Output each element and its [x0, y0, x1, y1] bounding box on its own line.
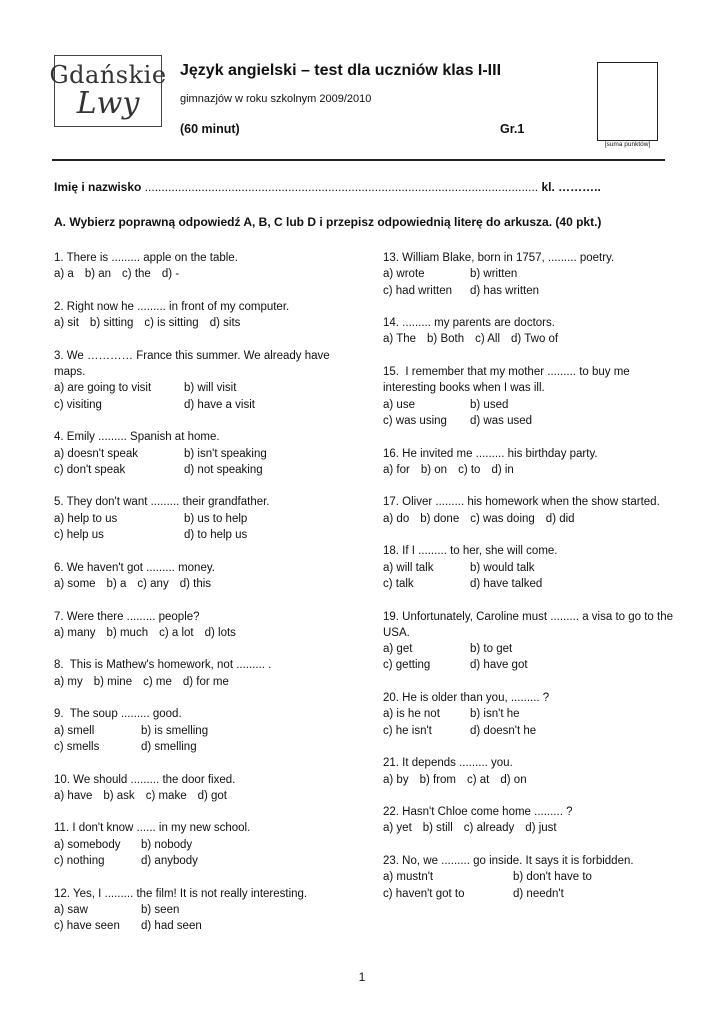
- header-divider: [52, 159, 665, 161]
- page-title: Język angielski – test dla uczniów klas I-III: [180, 62, 502, 79]
- question-stem: 13. William Blake, born in 1757, ......... poetry.: [383, 252, 615, 264]
- question-item: [54, 560, 354, 593]
- answer-option[interactable]: b) Both: [427, 333, 465, 346]
- logo-line2: Lwy: [76, 86, 140, 121]
- answer-option[interactable]: a) wrote: [383, 268, 425, 281]
- answer-options: [383, 706, 683, 722]
- answer-option[interactable]: b) an: [84, 268, 112, 281]
- question-stem: 5. They don't want ......... their grandfather.: [54, 496, 270, 509]
- question-stem: 16. He invited me ......... his birthday party.: [383, 447, 598, 460]
- answer-option[interactable]: b) done: [420, 512, 460, 525]
- answer-option[interactable]: b) don't have to: [513, 871, 592, 884]
- answer-option[interactable]: c) have seen: [54, 920, 120, 933]
- question-item: [54, 348, 354, 413]
- answer-option[interactable]: d) not speaking: [184, 463, 263, 476]
- answer-option[interactable]: c) don't speak: [54, 463, 126, 476]
- answer-options: [383, 641, 683, 657]
- answer-option[interactable]: c) visiting: [54, 398, 102, 411]
- answer-options: [54, 674, 354, 690]
- answer-options: [54, 902, 354, 918]
- question-stem: 2. Right now he ......... in front of my computer.: [54, 300, 290, 313]
- answer-option[interactable]: a) some: [54, 577, 96, 590]
- answer-option[interactable]: a) will talk: [383, 561, 434, 574]
- answer-option[interactable]: c) make: [145, 789, 187, 802]
- answer-option[interactable]: c) to: [458, 463, 481, 476]
- answer-option[interactable]: c) was doing: [470, 512, 535, 525]
- questions-left-column: [54, 250, 354, 951]
- question-item: [54, 494, 354, 543]
- answer-option[interactable]: c) me: [143, 675, 172, 688]
- answer-options: [383, 772, 683, 788]
- answer-option[interactable]: b) still: [422, 822, 453, 835]
- answer-option[interactable]: d) for me: [182, 675, 229, 688]
- question-stem: 10. We should ......... the door fixed.: [54, 773, 236, 786]
- answer-options: [54, 462, 354, 478]
- question-stem: 23. No, we ......... go inside. It says it is forbidden.: [383, 854, 634, 867]
- answer-options: [54, 315, 354, 331]
- answer-options: [383, 560, 683, 576]
- answer-option[interactable]: b) isn't he: [470, 708, 520, 721]
- question-item: [383, 250, 683, 299]
- answer-options: [54, 723, 354, 739]
- question-stem: 1. There is ......... apple on the table.: [54, 252, 238, 264]
- answer-options: [383, 331, 683, 347]
- answer-option[interactable]: b) will visit: [184, 382, 237, 395]
- answer-option[interactable]: a) for: [383, 463, 410, 476]
- answer-options: [383, 283, 683, 299]
- answer-option[interactable]: a) are going to visit: [54, 382, 152, 395]
- score-box[interactable]: [597, 62, 658, 141]
- answer-option[interactable]: c) All: [475, 333, 501, 346]
- answer-option[interactable]: d) got: [197, 789, 228, 802]
- question-item: [383, 853, 683, 902]
- answer-option[interactable]: a) doesn't speak: [54, 447, 139, 460]
- answer-option[interactable]: d) was used: [470, 414, 533, 427]
- answer-options: [383, 723, 683, 739]
- page-number: 1: [358, 970, 366, 984]
- answer-option[interactable]: b) is smelling: [141, 724, 209, 737]
- answer-option[interactable]: d) sits: [209, 317, 241, 330]
- answer-option[interactable]: d) had seen: [141, 920, 202, 933]
- answer-options: [383, 511, 683, 527]
- answer-option[interactable]: c) smells: [54, 740, 100, 753]
- answer-option[interactable]: c) a lot: [159, 626, 194, 639]
- answer-options: [54, 266, 354, 282]
- answer-option[interactable]: b) us to help: [184, 512, 248, 525]
- answer-option[interactable]: d) this: [179, 577, 212, 590]
- question-item: [383, 364, 683, 429]
- answer-option[interactable]: b) mine: [93, 675, 133, 688]
- answer-options: [54, 853, 354, 869]
- question-item: [54, 706, 354, 755]
- question-item: [54, 609, 354, 642]
- answer-options: [54, 397, 354, 413]
- question-item: [54, 299, 354, 332]
- answer-option[interactable]: d) have talked: [470, 577, 543, 590]
- score-caption: [suma punktów]: [604, 141, 651, 148]
- answer-option[interactable]: c) talk: [383, 577, 414, 590]
- question-item: [383, 543, 683, 592]
- answer-option[interactable]: c) already: [463, 822, 515, 835]
- answer-option[interactable]: d) did: [545, 512, 575, 525]
- answer-options: [383, 266, 683, 282]
- answer-option[interactable]: a) many: [54, 626, 96, 639]
- answer-option[interactable]: d) to help us: [184, 529, 248, 542]
- logo-line1: Gdańskie: [49, 61, 167, 89]
- answer-option[interactable]: a) have: [54, 789, 93, 802]
- answer-option[interactable]: c) is sitting: [144, 317, 199, 330]
- question-stem: 3. We ………… France this summer. We already have maps.: [54, 349, 333, 379]
- answer-options: [54, 625, 354, 641]
- answer-options: [383, 869, 683, 885]
- answer-option[interactable]: d) -: [161, 268, 180, 281]
- answer-option[interactable]: c) any: [137, 577, 169, 590]
- question-item: [54, 250, 354, 283]
- question-stem: 12. Yes, I ......... the film! It is not really interesting.: [54, 887, 308, 900]
- question-item: [383, 315, 683, 348]
- answer-option[interactable]: b) used: [470, 398, 509, 411]
- question-item: [54, 429, 354, 478]
- class-label: kl. ………..: [538, 180, 601, 194]
- answer-option[interactable]: a) yet: [383, 822, 412, 835]
- name-field[interactable]: [54, 180, 601, 194]
- answer-option[interactable]: b) a: [106, 577, 127, 590]
- question-item: [54, 657, 354, 690]
- question-stem: 6. We haven't got ......... money.: [54, 561, 215, 574]
- answer-options: [54, 446, 354, 462]
- answer-option[interactable]: d) Two of: [511, 333, 559, 346]
- answer-option[interactable]: a) a: [54, 268, 74, 281]
- question-stem: 9. The soup ......... good.: [54, 708, 182, 721]
- section-a-heading: A. Wybierz poprawną odpowiedź A, B, C lub D i przepisz odpowiednią literę do arkusza. (40 pkt.): [54, 215, 602, 229]
- answer-options: [54, 576, 354, 592]
- answer-option[interactable]: c) had written: [383, 284, 453, 297]
- answer-option[interactable]: d) doesn't he: [470, 724, 537, 737]
- answer-option[interactable]: a) mustn't: [383, 871, 434, 884]
- answer-option[interactable]: c) help us: [54, 529, 104, 542]
- question-stem: 14. ......... my parents are doctors.: [383, 317, 555, 330]
- question-stem: 18. If I ......... to her, she will come.: [383, 545, 558, 558]
- answer-option[interactable]: a) do: [383, 512, 410, 525]
- question-stem: 15. I remember that my mother ......... to buy me interesting books when I was ill.: [383, 366, 633, 395]
- answer-option[interactable]: a) saw: [54, 903, 88, 916]
- answer-option[interactable]: a) somebody: [54, 838, 121, 851]
- answer-option[interactable]: b) would talk: [470, 561, 535, 574]
- questions-right-column: [383, 250, 683, 918]
- question-item: [383, 690, 683, 739]
- question-stem: 21. It depends ......... you.: [383, 757, 513, 770]
- answer-option[interactable]: d) lots: [204, 626, 236, 639]
- answer-option[interactable]: b) sitting: [89, 317, 134, 330]
- answer-option[interactable]: c) the: [122, 268, 151, 281]
- question-stem: 22. Hasn't Chloe come home ......... ?: [383, 806, 573, 819]
- answer-option[interactable]: a) by: [383, 773, 409, 786]
- answer-options: [383, 820, 683, 836]
- answer-options: [383, 397, 683, 413]
- answer-options: [54, 837, 354, 853]
- question-stem: 4. Emily ......... Spanish at home.: [54, 431, 220, 444]
- question-stem: 19. Unfortunately, Caroline must ......... a visa to go to the USA.: [383, 610, 677, 639]
- answer-option[interactable]: a) get: [383, 643, 413, 656]
- question-item: [54, 772, 354, 805]
- question-stem: 20. He is older than you, ......... ?: [383, 692, 550, 705]
- page-subtitle: gimnazjów w roku szkolnym 2009/2010: [180, 93, 372, 105]
- name-dots: ......................................................................................................................: [141, 180, 539, 194]
- answer-option[interactable]: c) at: [467, 773, 490, 786]
- answer-option[interactable]: b) to get: [470, 643, 513, 656]
- logo: [49, 55, 167, 127]
- name-label: Imię i nazwisko: [54, 180, 142, 194]
- answer-option[interactable]: d) has written: [470, 284, 540, 297]
- answer-option[interactable]: a) smell: [54, 724, 95, 737]
- question-stem: 17. Oliver ......... his homework when the show started.: [383, 496, 660, 509]
- answer-option[interactable]: a) The: [383, 333, 417, 346]
- answer-option[interactable]: c) nothing: [54, 854, 105, 867]
- answer-option[interactable]: c) was using: [383, 414, 447, 427]
- question-stem: 8. This is Mathew's homework, not ......... .: [54, 659, 272, 672]
- answer-option[interactable]: d) have got: [470, 659, 528, 672]
- answer-option[interactable]: c) haven't got to: [383, 887, 465, 900]
- answer-option[interactable]: d) smelling: [141, 740, 197, 753]
- answer-options: [54, 788, 354, 804]
- answer-options: [54, 739, 354, 755]
- question-item: [383, 446, 683, 479]
- question-item: [383, 804, 683, 837]
- answer-options: [383, 576, 683, 592]
- answer-options: [54, 511, 354, 527]
- answer-options: [54, 527, 354, 543]
- test-group: Gr.1: [500, 122, 525, 136]
- answer-option[interactable]: c) getting: [383, 659, 431, 672]
- question-item: [383, 609, 683, 674]
- answer-option[interactable]: a) my: [54, 675, 83, 688]
- answer-option[interactable]: d) needn't: [513, 887, 564, 900]
- answer-option[interactable]: a) help to us: [54, 512, 118, 525]
- answer-options: [383, 657, 683, 673]
- answer-option[interactable]: b) written: [470, 268, 518, 281]
- answer-option[interactable]: c) he isn't: [383, 724, 432, 737]
- test-duration: (60 minut): [180, 122, 240, 136]
- answer-option[interactable]: a) sit: [54, 317, 79, 330]
- answer-option[interactable]: a) is he not: [383, 708, 440, 721]
- answer-option[interactable]: b) ask: [103, 789, 135, 802]
- question-stem: 7. Were there ......... people?: [54, 610, 200, 623]
- answer-option[interactable]: b) on: [420, 463, 448, 476]
- answer-option[interactable]: b) nobody: [141, 838, 193, 851]
- answer-option[interactable]: d) just: [525, 822, 557, 835]
- answer-option[interactable]: d) anybody: [141, 854, 198, 867]
- question-item: [54, 886, 354, 935]
- question-item: [383, 494, 683, 527]
- answer-option[interactable]: d) in: [491, 463, 514, 476]
- answer-option[interactable]: b) from: [419, 773, 456, 786]
- answer-option[interactable]: b) isn't speaking: [184, 447, 267, 460]
- answer-options: [54, 918, 354, 934]
- answer-option[interactable]: a) use: [383, 398, 415, 411]
- question-item: [383, 755, 683, 788]
- answer-option[interactable]: b) seen: [141, 903, 180, 916]
- question-stem: 11. I don't know ...... in my new school.: [54, 822, 251, 835]
- answer-options: [383, 886, 683, 902]
- answer-option[interactable]: d) on: [500, 773, 527, 786]
- answer-options: [383, 413, 683, 429]
- question-item: [54, 820, 354, 869]
- answer-options: [54, 380, 354, 396]
- answer-option[interactable]: d) have a visit: [184, 398, 255, 411]
- answer-option[interactable]: b) much: [106, 626, 149, 639]
- answer-options: [383, 462, 683, 478]
